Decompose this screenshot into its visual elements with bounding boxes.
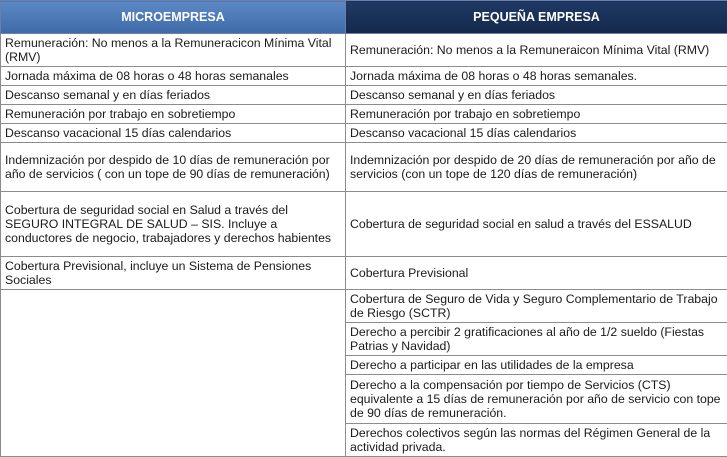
table-row <box>1 192 727 257</box>
pequena-extra-cell: Derechos colectivos según las normas del Régimen General de la actividad privada. <box>346 424 727 457</box>
pequena-cell: Remuneración por trabajo en sobretiempo <box>346 105 727 124</box>
table-row <box>1 124 727 143</box>
pequena-cell: Jornada máxima de 08 horas o 48 horas semanales. <box>346 67 727 86</box>
micro-cell: Cobertura Previsional, incluye un Sistema de Pensiones Sociales <box>1 257 346 290</box>
pequena-extra-cell: Derecho a la compensación por tiempo de Servicios (CTS) equivalente a 15 días de remuneración por año de servicio con tope de 90 días de remuneración. <box>346 375 727 424</box>
pequena-extra-cell: Derecho a percibir 2 gratificaciones al año de 1/2 sueldo (Fiestas Patrias y Navidad) <box>346 323 727 356</box>
table-row <box>1 143 727 192</box>
pequena-cell: Descanso semanal y en días feriados <box>346 86 727 105</box>
table-row <box>1 105 727 124</box>
pequena-cell: Remuneración: No menos a la Remuneraicon Mínima Vital (RMV) <box>346 34 727 67</box>
pequena-extra-cell: Derecho a participar en las utilidades de la empresa <box>346 356 727 375</box>
micro-cell: Descanso semanal y en días feriados <box>1 86 346 105</box>
micro-cell: Remuneración: No menos a la Remuneracicon Mínima Vital (RMV) <box>1 34 346 67</box>
micro-cell: Indemnización por despido de 10 días de remuneración por año de servicios ( con un tope de 90 días de remuneración) <box>1 143 346 192</box>
pequena-cell: Cobertura de seguridad social en salud a través del ESSALUD <box>346 192 727 257</box>
header-row <box>1 1 727 34</box>
header-pequena-empresa: PEQUEÑA EMPRESA <box>346 1 727 34</box>
pequena-cell: Indemnización por despido de 20 días de remuneración por año de servicios (con un tope de 120 días de remuneración) <box>346 143 727 192</box>
table-row <box>1 67 727 86</box>
micro-cell: Cobertura de seguridad social en Salud a través del SEGURO INTEGRAL DE SALUD – SIS. Incluye a conductores de negocio, trabajadores y derechos habientes <box>1 192 346 257</box>
table-row <box>1 86 727 105</box>
table-row <box>1 34 727 67</box>
micro-cell: Descanso vacacional 15 días calendarios <box>1 124 346 143</box>
pequena-cell: Descanso vacacional 15 días calendarios <box>346 124 727 143</box>
header-microempresa: MICROEMPRESA <box>1 1 346 34</box>
table-row <box>1 257 727 290</box>
micro-cell: Remuneración por trabajo en sobretiempo <box>1 105 346 124</box>
pequena-cell: Cobertura Previsional <box>346 257 727 290</box>
table-row <box>1 290 727 323</box>
pequena-extra-cell: Cobertura de Seguro de Vida y Seguro Complementario de Trabajo de Riesgo (SCTR) <box>346 290 727 323</box>
micro-empty-cell <box>1 290 346 457</box>
micro-cell: Jornada máxima de 08 horas o 48 horas semanales <box>1 67 346 86</box>
